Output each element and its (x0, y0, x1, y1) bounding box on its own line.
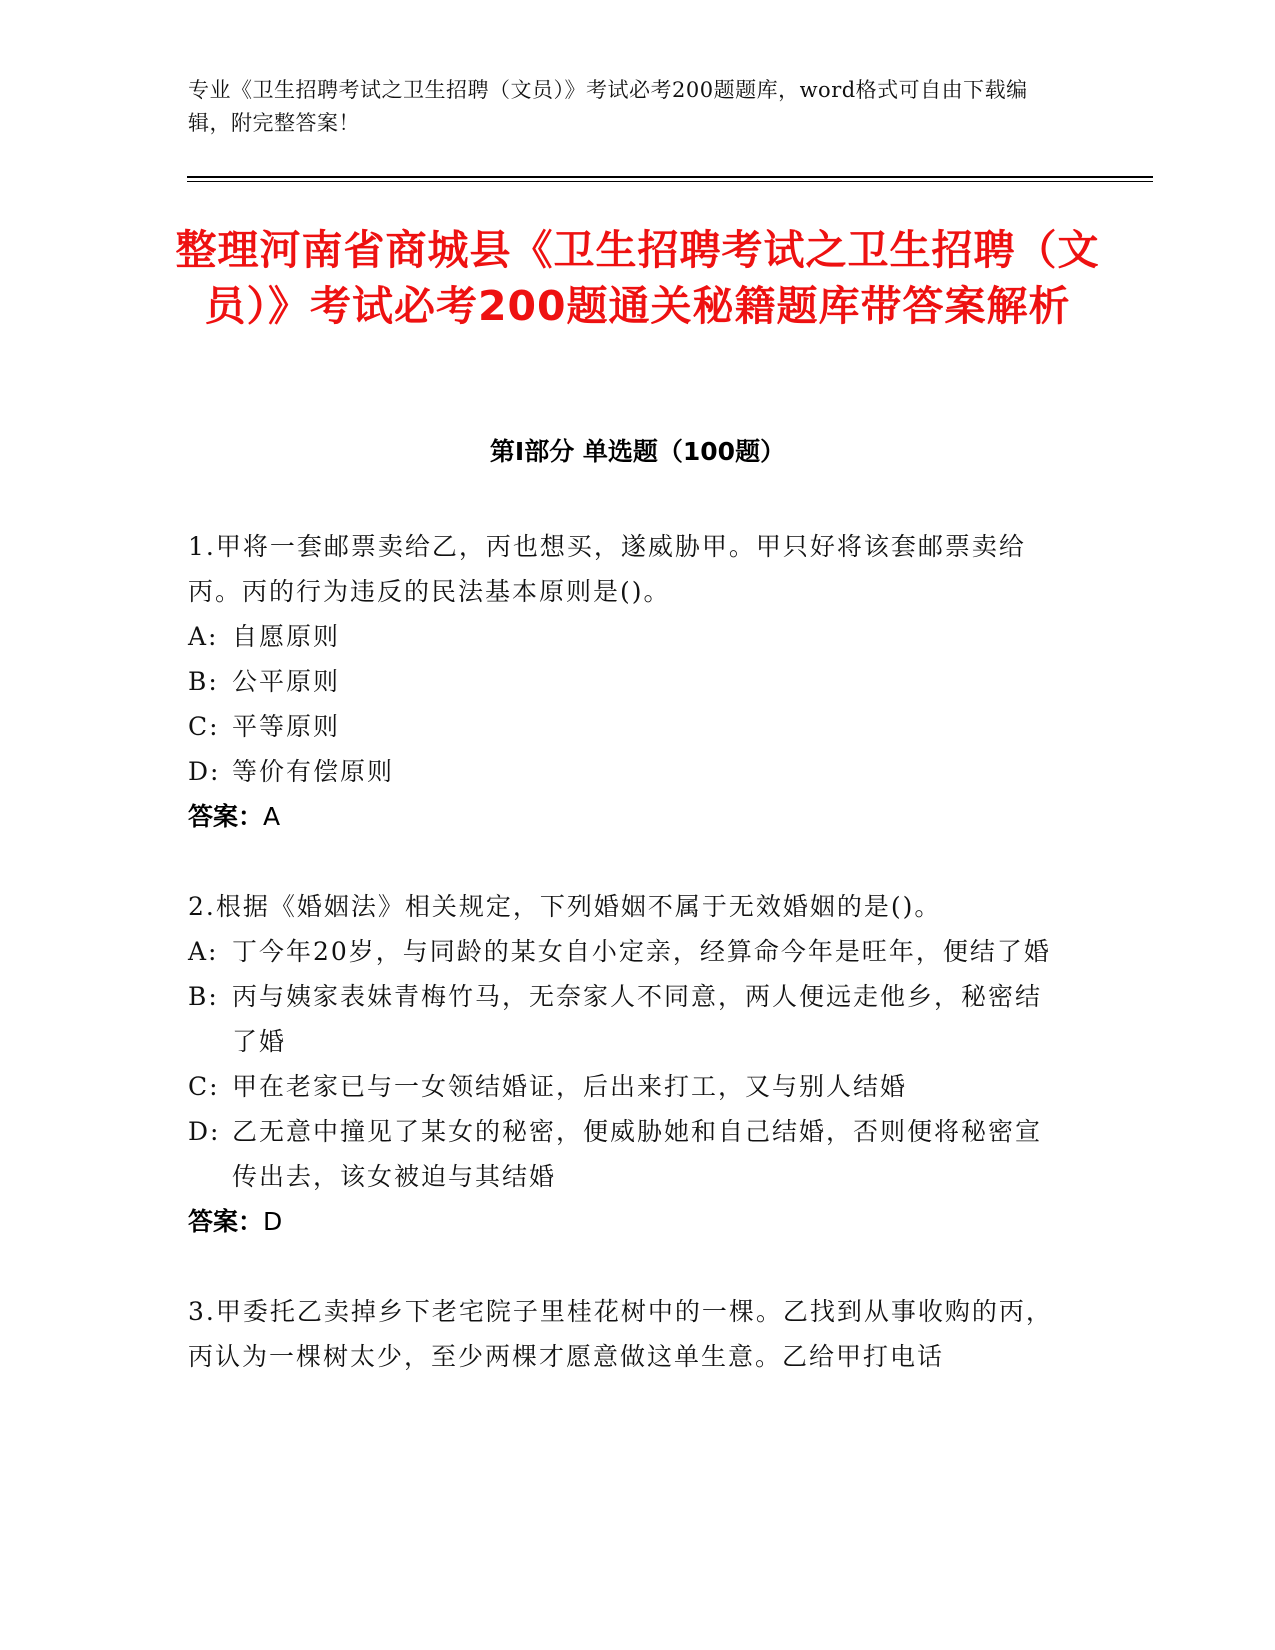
question-stem: 3.甲委托乙卖掉乡下老宅院子里桂花树中的一棵。乙找到从事收购的丙，丙认为一棵树太少，至少两棵才愿意做这单生意。乙给甲打电话 (188, 1297, 1053, 1371)
question-3 (188, 1289, 1068, 1379)
option-text: 丙与姨家表妹青梅竹马，无奈家人不同意，两人便远走他乡，秘密结了婚 (232, 982, 1043, 1056)
option-c (188, 704, 1068, 749)
answer-value: D (263, 1207, 283, 1236)
question-stem: 2.根据《婚姻法》相关规定，下列婚姻不属于无效婚姻的是()。 (188, 892, 942, 921)
answer-line (188, 794, 1068, 839)
option-key: D: (188, 757, 221, 786)
option-key: C: (188, 1072, 220, 1101)
question-stem: 1.甲将一套邮票卖给乙，丙也想买，遂威胁甲。甲只好将该套邮票卖给丙。丙的行为违反的民法基本原则是()。 (188, 532, 1026, 606)
answer-value: A (263, 802, 281, 831)
document-title: 整理河南省商城县《卫生招聘考试之卫生招聘（文员）》考试必考200题通关秘籍题库带答案解析 (175, 226, 1100, 330)
question-list (188, 524, 1068, 1424)
header-rule-thick (187, 176, 1153, 178)
option-b (188, 974, 1068, 1064)
option-c (188, 1064, 1068, 1109)
option-key: C: (188, 712, 220, 741)
header-rule-thin (187, 181, 1153, 182)
section-title: 第Ⅰ部分 单选题（100题） (489, 437, 786, 466)
option-a (188, 614, 1068, 659)
option-key: B: (188, 982, 219, 1011)
option-key: B: (188, 667, 219, 696)
answer-label: 答案： (188, 802, 264, 831)
option-key: A: (188, 622, 219, 651)
option-text: 公平原则 (232, 667, 341, 696)
question-2 (188, 884, 1068, 1244)
question-1 (188, 524, 1068, 839)
option-key: D: (188, 1117, 221, 1146)
option-text: 自愿原则 (232, 622, 341, 651)
answer-line (188, 1199, 1068, 1244)
option-d (188, 749, 1068, 794)
option-text: 等价有偿原则 (232, 757, 395, 786)
option-text: 平等原则 (232, 712, 341, 741)
option-text: 丁今年20岁，与同龄的某女自小定亲，经算命今年是旺年，便结了婚 (232, 937, 1051, 966)
option-text: 甲在老家已与一女领结婚证，后出来打工，又与别人结婚 (232, 1072, 908, 1101)
option-b (188, 659, 1068, 704)
option-d (188, 1109, 1068, 1199)
option-a (188, 929, 1068, 974)
answer-label: 答案： (188, 1207, 264, 1236)
option-text: 乙无意中撞见了某女的秘密，便威胁她和自己结婚，否则便将秘密宣传出去，该女被迫与其结婚 (232, 1117, 1043, 1191)
header-note: 专业《卫生招聘考试之卫生招聘（文员）》考试必考200题题库，word格式可自由下载编辑，附完整答案！ (188, 78, 1028, 135)
option-key: A: (188, 937, 219, 966)
